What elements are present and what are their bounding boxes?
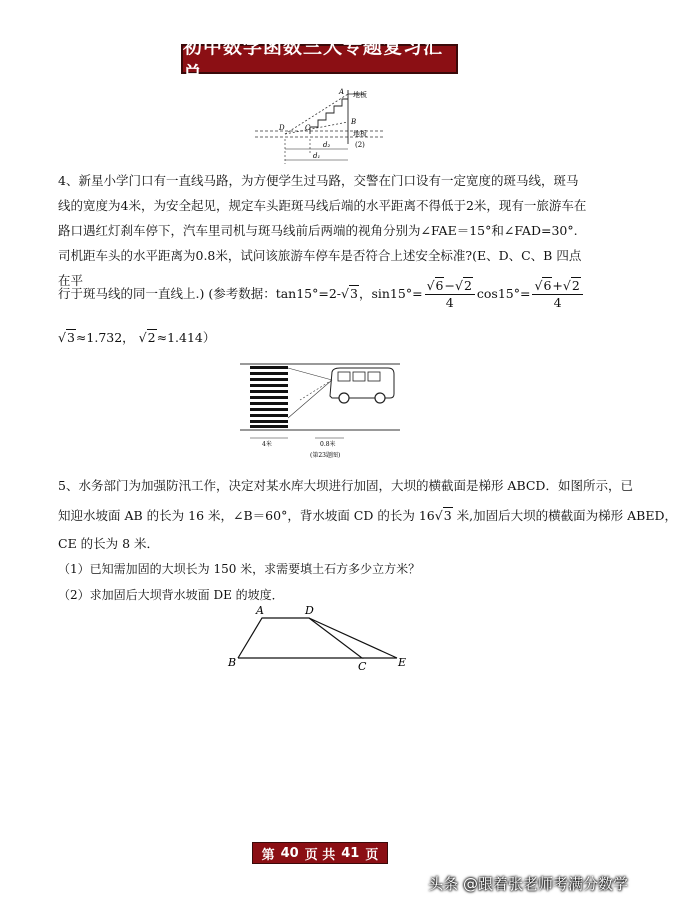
question-5-line-1: 5、水务部门为加强防汛工作，决定对某水库大坝进行加固，大坝的横截面是梯形 ABCD．如图所示，已 xyxy=(58,478,633,493)
cos-num-b: 2 xyxy=(571,278,580,293)
question-5-sub-2: （2）求加固后大坝背水坡面 DE 的坡度． xyxy=(58,588,284,602)
approx-sqrt2-val: 2 xyxy=(147,330,156,345)
zebra-stripes xyxy=(250,366,288,428)
fig1-label-d: D xyxy=(279,124,285,132)
q5-line2-b: 米,加固后大坝的横截面为梯形 ABED， xyxy=(456,508,677,523)
question-4-text: 4、新星小学门口有一直线马路，为方便学生过马路，交警在门口设有一定宽度的斑马线，斑马线的宽度为4米，为安全起见，规定车头距斑马线后端的水平距离不得低于2米，现有一旅游车在路口遇红灯刹车停下，汽车里司机与斑马线前后两端的视角分别为∠FAE＝15°和∠FAD=30°.司机距车头的水平距离为0.8米，试问该旅游车停车是否符合上述安全标准?(E、D、C、B 四点在平 xyxy=(58,173,587,288)
fig3-label-a: A xyxy=(256,604,264,617)
fig2-4m: 4米 xyxy=(262,441,272,448)
fig1-label-a: A xyxy=(339,88,345,96)
fig1-d2: d₂ xyxy=(323,141,331,149)
fig3-label-d: D xyxy=(305,604,314,617)
stairs-figure xyxy=(255,84,385,174)
question-5-sub-1: （1）已知需加固的大坝长为 150 米，求需要填土石方多少立方米？ xyxy=(58,562,421,576)
title-banner xyxy=(181,36,458,85)
question-4-approx-line: √3≈1.732， √2≈1.414） xyxy=(58,330,216,345)
bus-icon xyxy=(330,368,394,403)
q5-line2-a: 知迎水坡面 AB 的长为 16 米，∠B＝60°，背水坡面 CD 的长为 16 xyxy=(58,508,435,523)
approx-sqrt2: ≈1.414） xyxy=(156,330,216,345)
fig3-label-b: B xyxy=(228,656,237,669)
question-5-line-3: CE 的长为 8 米． xyxy=(58,536,160,551)
sin-num-a: 6 xyxy=(435,278,444,293)
fig1-floor-top: 地板 xyxy=(353,91,367,99)
page-number: 40 xyxy=(280,845,299,861)
cos-num-op: + xyxy=(552,278,563,293)
approx-sqrt3-val: 3 xyxy=(66,330,75,345)
q4-cos-label: cos15°= xyxy=(476,286,531,301)
fig2-08m: 0.8米 xyxy=(320,441,336,448)
fig1-caption: (2) xyxy=(355,141,365,149)
q4-sin-label: ，sin15°= xyxy=(358,286,423,301)
q4-sqrt3: 3 xyxy=(350,286,358,301)
approx-sqrt3: ≈1.732， xyxy=(75,330,135,345)
zebra-crossing-figure xyxy=(240,358,400,460)
sin-den: 4 xyxy=(445,295,454,310)
dam-trapezoid-figure xyxy=(225,604,415,674)
question-5-line-2: 知迎水坡面 AB 的长为 16 米，∠B＝60°，背水坡面 CD 的长为 16√3 米,加固后大坝的横截面为梯形 ABED， xyxy=(58,508,677,523)
q5-line2-sqrt: 3 xyxy=(443,508,452,523)
cos15-fraction: $\frac{√6+√2}{4}$ xyxy=(532,278,582,311)
fig3-label-e: E xyxy=(398,656,407,669)
fig1-floor-bottom: 地板 xyxy=(353,130,367,138)
question-4-reference-line: 行于斑马线的同一直线上.) (参考数据：tan15°=2-√3，sin15°= $\frac{√6-√2}{4}$ cos15°= $\frac{√6+√2}{4}$ xyxy=(58,278,585,311)
pager-middle: 页 共 xyxy=(304,847,336,863)
sin-num-b: 2 xyxy=(463,278,472,293)
cos-den: 4 xyxy=(553,295,562,310)
q4-line2-prefix: 行于斑马线的同一直线上.) (参考数据：tan15°=2- xyxy=(58,286,342,301)
page-indicator xyxy=(252,842,388,864)
fig1-d1: d₁ xyxy=(313,152,321,160)
sin-num-op: − xyxy=(444,278,455,293)
cos-num-a: 6 xyxy=(543,278,552,293)
page-title: 初中数学函数三大专题复习汇总 xyxy=(183,36,444,85)
pager-suffix: 页 xyxy=(365,847,379,863)
fig3-label-c: C xyxy=(358,660,367,673)
page-total: 41 xyxy=(341,845,360,861)
watermark: 头条 @跟着张老师考满分数学 xyxy=(428,875,628,893)
fig1-label-b: B xyxy=(351,118,357,126)
fig1-label-c: C xyxy=(305,124,311,132)
sin15-fraction: $\frac{√6-√2}{4}$ xyxy=(425,278,475,311)
pager-prefix: 第 xyxy=(261,847,275,863)
fig2-caption: (第23题图) xyxy=(310,452,341,459)
